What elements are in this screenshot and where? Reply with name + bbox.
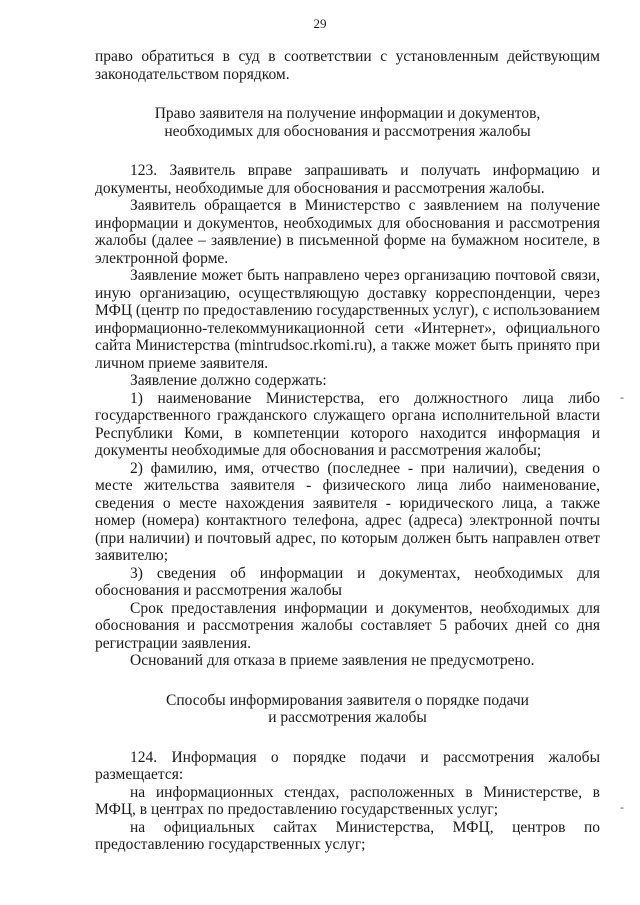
- paragraph-124: 124. Информация о порядке подачи и рассмотрения жалобы размещается:: [95, 748, 600, 783]
- paragraph-term: Срок предоставления информации и документов, необходимых для обоснования и рассмотрения жалобы составляет 5 рабочих дней со дня регистрации заявления.: [95, 599, 600, 652]
- list-item-1: 1) наименование Министерства, его должностного лица либо государственного гражданского служащего органа исполнительной власти Республики Коми, в компетенции которого находится информация и документы необходимые для обоснования и рассмотрения жалобы;: [95, 389, 600, 459]
- section-heading-line-1: Право заявителя на получение информации и документов,: [154, 105, 541, 122]
- paragraph-124-websites: на официальных сайтах Министерства, МФЦ, центров по предоставлению государственных услуг;: [95, 818, 600, 853]
- paragraph-124-stands: на информационных стендах, расположенных в Министерстве, в МФЦ, в центрах по предоставлению государственных услуг;: [95, 783, 600, 818]
- section-heading-line-2: необходимых для обоснования и рассмотрения жалобы: [164, 122, 531, 140]
- page-number: 29: [313, 16, 327, 31]
- paragraph-refusal: Оснований для отказа в приеме заявления не предусмотрено.: [130, 652, 535, 669]
- scan-mark: -: [620, 390, 624, 404]
- paragraph-123-contents: Заявление должно содержать:: [130, 372, 327, 389]
- paragraph-intro: право обратиться в суд в соответствии с установленным действующим законодательством порядком.: [95, 48, 600, 83]
- paragraph-123-submission: Заявление может быть направлено через организацию почтовой связи, иную организацию, осуществляющую доставку корреспонденции, через МФЦ (центр по предоставлению государственных услуг), с использованием информационно-телекоммуникационной сети «Интернет», официального сайта Министерства (mintrudsoc.rkomi.ru), а также может быть принято при личном приеме заявителя.: [95, 267, 600, 372]
- section-heading-2-line-2: и рассмотрения жалобы: [268, 709, 427, 726]
- scan-mark: -: [620, 800, 624, 814]
- section-heading-2-line-1: Способы информирования заявителя о порядке подачи: [166, 691, 529, 709]
- list-item-3: 3) сведения об информации и документах, необходимых для обоснования и рассмотрения жалобы: [95, 564, 600, 599]
- paragraph-123-request: Заявитель обращается в Министерство с заявлением на получение информации и документов, необходимых для обоснования и рассмотрения жалобы (далее – заявление) в письменной форме на бумажном носителе, в электронной форме.: [95, 197, 600, 267]
- page-body: [95, 48, 600, 854]
- paragraph-123: 123. Заявитель вправе запрашивать и получать информацию и документы, необходимые для обоснования и рассмотрения жалобы.: [95, 162, 600, 197]
- list-item-2: 2) фамилию, имя, отчество (последнее - при наличии), сведения о месте жительства заявителя - физического лица либо наименование, сведения о месте нахождения заявителя - юридического лица, а также номер (номера) контактного телефона, адрес (адреса) электронной почты (при наличии) и почтовый адрес, по которым должен быть направлен ответ заявителю;: [95, 459, 600, 564]
